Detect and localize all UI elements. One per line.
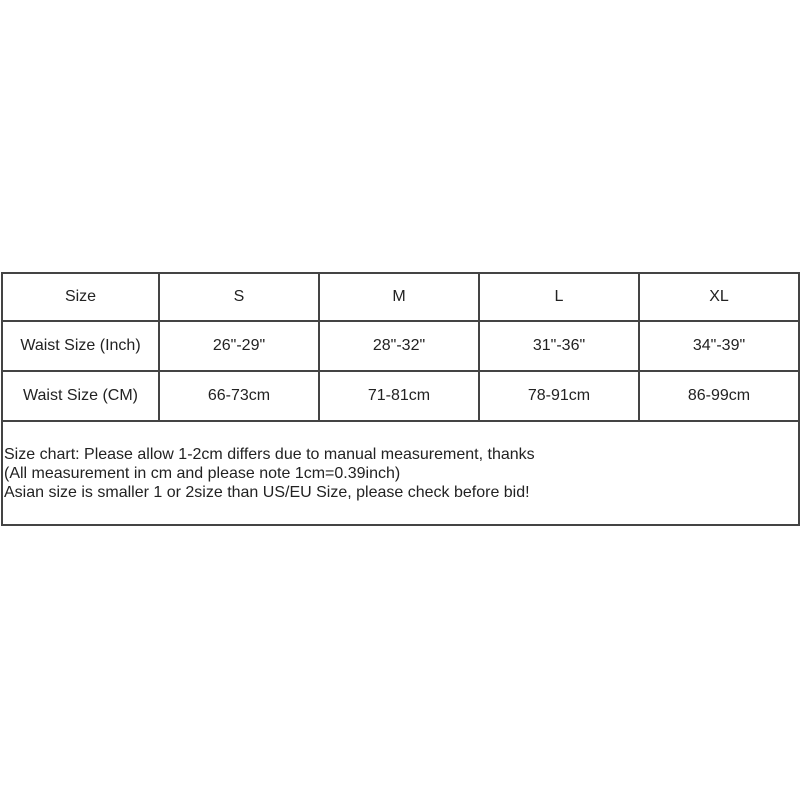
table-cell: 26"-29" (159, 321, 319, 371)
row-label-waist-cm: Waist Size (CM) (2, 371, 159, 421)
note-line: Asian size is smaller 1 or 2size than US/EU Size, please check before bid! (4, 484, 530, 501)
header-cell-xl: XL (639, 273, 799, 321)
header-cell-s: S (159, 273, 319, 321)
table-cell: 78-91cm (479, 371, 639, 421)
size-notes (2, 421, 799, 525)
table-cell: 34"-39" (639, 321, 799, 371)
table-cell: 28"-32" (319, 321, 479, 371)
note-line: (All measurement in cm and please note 1cm=0.39inch) (4, 465, 401, 482)
header-cell-l: L (479, 273, 639, 321)
table-header-row (2, 273, 799, 321)
notes-row (2, 421, 799, 525)
header-cell-size: Size (2, 273, 159, 321)
size-chart-table (1, 272, 800, 526)
table-row (2, 321, 799, 371)
table-cell: 86-99cm (639, 371, 799, 421)
table-cell: 66-73cm (159, 371, 319, 421)
note-line: Size chart: Please allow 1-2cm differs due to manual measurement, thanks (4, 446, 535, 463)
table-row (2, 371, 799, 421)
row-label-waist-inch: Waist Size (Inch) (2, 321, 159, 371)
table-cell: 71-81cm (319, 371, 479, 421)
header-cell-m: M (319, 273, 479, 321)
table-cell: 31"-36" (479, 321, 639, 371)
